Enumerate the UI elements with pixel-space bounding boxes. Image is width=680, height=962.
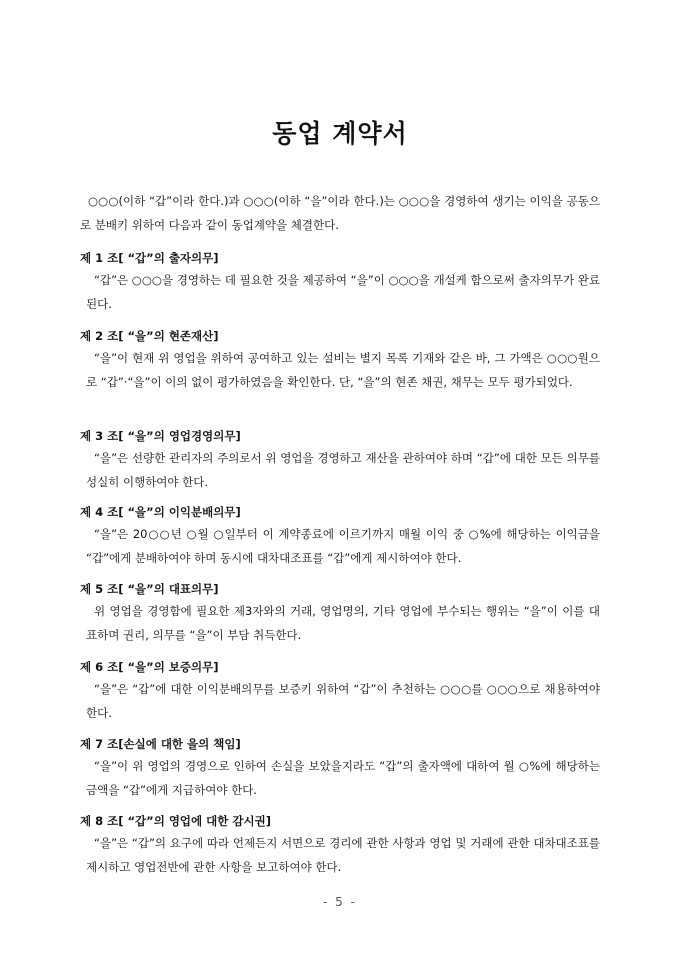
intro-paragraph: ○○○(이하 “갑”이라 한다.)과 ○○○(이하 “을”이라 한다.)는 ○○○을 경영하여 생기는 이익을 공동으로 분배키 위하여 다음과 같이 동업계약을 체결한다.	[80, 194, 600, 232]
article-heading: 제 6 조[ “을”의 보증의무]	[80, 660, 219, 674]
article-heading: 제 2 조[ “을”의 현존재산]	[80, 329, 219, 343]
article-heading: 제 7 조[손실에 대한 을의 책임]	[80, 737, 241, 751]
document-title: 동업 계약서	[272, 119, 408, 148]
article-4	[80, 502, 600, 579]
page-number: - 5 -	[323, 895, 357, 909]
article-body: “을”이 현재 위 영업을 위하여 공여하고 있는 설비는 별지 목록 기재와 같은 바, 그 가액은 ○○○원으로 “갑”·“을”이 이의 없이 평가하였음을 확인한다. 단, “을”의 현존 채권, 채무는 모두 평가되었다.	[86, 351, 600, 389]
article-list	[80, 248, 600, 881]
article-body: “을”은 “갑”의 요구에 따라 언제든지 서면으로 경리에 관한 사항과 영업 및 거래에 관한 대차대조표를 제시하고 영업전반에 관한 사항을 보고하여야 한다.	[86, 836, 600, 874]
article-body: “갑”은 ○○○을 경영하는 데 필요한 것을 제공하여 “을”이 ○○○을 개설케 함으로써 출자의무가 완료된다.	[86, 273, 600, 311]
article-body: 위 영업을 경영함에 필요한 제3자와의 거래, 영업명의, 기타 영업에 부수되는 행위는 “을”이 이를 대표하며 권리, 의무를 “을”이 부담 취득한다.	[86, 604, 600, 642]
article-2	[80, 326, 600, 426]
article-7	[80, 734, 600, 811]
article-body: “을”은 20○○년 ○월 ○일부터 이 계약종료에 이르기까지 매월 이익 중 ○%에 해당하는 이익금을 “갑”에게 분배하여야 하며 동시에 대차대조표를 “갑”에게 제시하여야 한다.	[86, 527, 600, 565]
article-3	[80, 426, 600, 502]
article-heading: 제 3 조[ “을”의 영업경영의무]	[80, 429, 241, 443]
article-6	[80, 657, 600, 734]
article-8	[80, 811, 600, 881]
article-5	[80, 579, 600, 657]
article-body: “을”은 선량한 관리자의 주의로서 위 영업을 경영하고 재산을 관하여야 하며 “갑”에 대한 모든 의무를 성실히 이행하여야 한다.	[86, 451, 600, 489]
article-body: “을”은 “갑”에 대한 이익분배의무를 보증키 위하여 “갑”이 추천하는 ○○○를 ○○○으로 채용하여야 한다.	[86, 682, 600, 720]
article-heading: 제 8 조[ “갑”의 영업에 대한 감시권]	[80, 814, 271, 828]
article-body: “을”이 위 영업의 경영으로 인하여 손실을 보았을지라도 “갑”의 출자액에 대하여 월 ○%에 해당하는 금액을 “갑”에게 지급하여야 한다.	[86, 759, 600, 797]
article-heading: 제 4 조[ “을”의 이익분배의무]	[80, 505, 241, 519]
article-1	[80, 248, 600, 326]
article-heading: 제 1 조[ “갑”의 출자의무]	[80, 251, 219, 265]
article-heading: 제 5 조[ “을”의 대표의무]	[80, 582, 219, 596]
